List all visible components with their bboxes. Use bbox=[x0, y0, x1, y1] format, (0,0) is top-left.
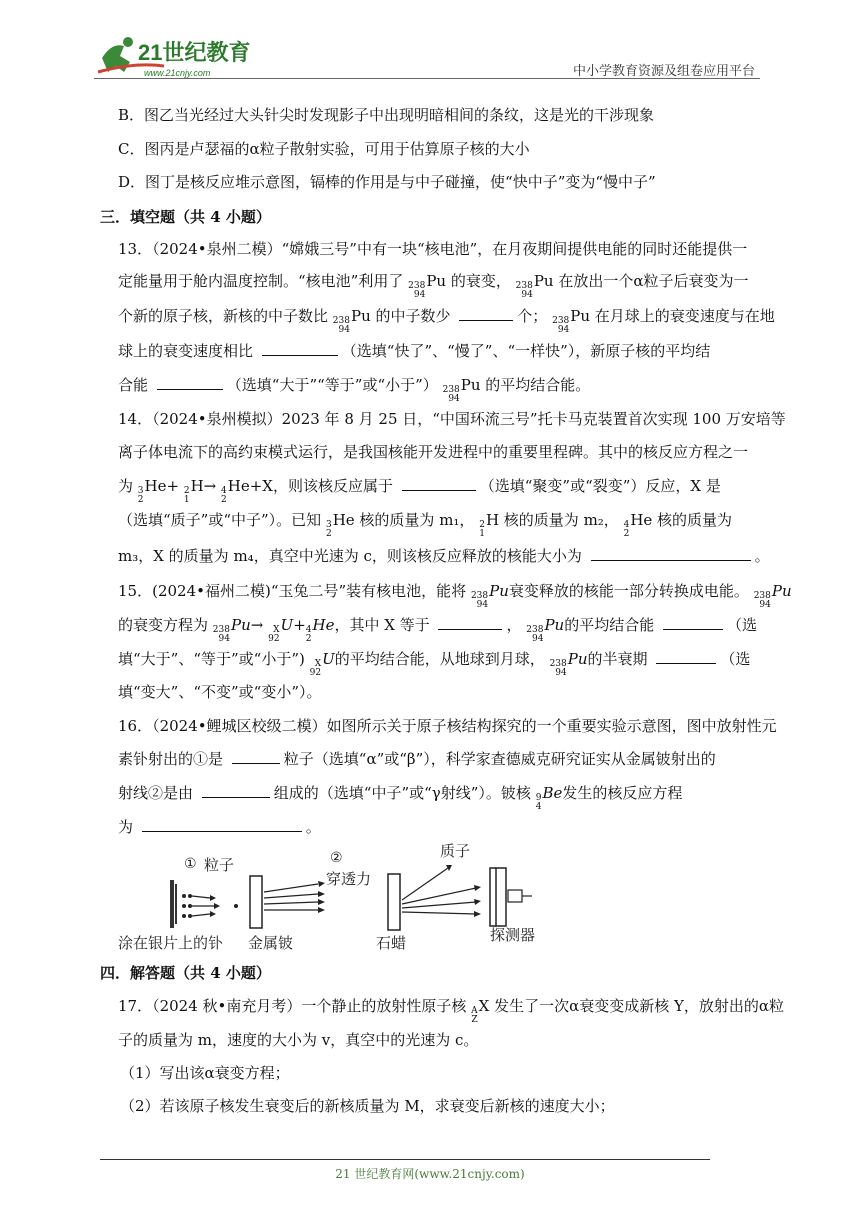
radiation-arrows bbox=[264, 884, 318, 910]
label-polonium: 涂在银片上的钋 bbox=[118, 934, 224, 952]
q17-line2: 子的质量为 m，速度的大小为 v，真空中的光速为 c。 bbox=[118, 1031, 479, 1049]
text: （选填“大于”“等于”或“小于”） bbox=[226, 376, 438, 394]
answer-blank[interactable] bbox=[591, 546, 751, 561]
text: Pu 的衰变， bbox=[426, 272, 511, 290]
text: He+X，则该核反应属于 bbox=[227, 477, 393, 495]
nuclide-x: A Z bbox=[471, 1006, 478, 1025]
q16-line3 bbox=[118, 782, 682, 812]
footer-text: 21 世纪教育网(www.21cnjy.com) bbox=[335, 1167, 525, 1181]
text: Pu 在月球上的衰变速度与在地 bbox=[570, 307, 775, 325]
nuclide-pu238: 238 94 bbox=[442, 385, 460, 404]
pu-symbol: Pu bbox=[567, 650, 588, 668]
nuclide-he4: 4 2 bbox=[623, 520, 630, 539]
answer-blank[interactable] bbox=[459, 306, 513, 321]
u-symbol: U bbox=[280, 616, 294, 634]
text: 的平均结合能，从地球到月球， bbox=[334, 650, 545, 668]
nuclide-he3: 3 2 bbox=[137, 486, 144, 505]
answer-blank[interactable] bbox=[142, 817, 302, 832]
text: 个新的原子核，新核的中子数比 bbox=[118, 307, 329, 325]
q13-line5 bbox=[118, 374, 590, 404]
label-particle: 粒子 bbox=[204, 856, 235, 874]
text: （选填“质子”或“中子”）。已知 bbox=[118, 511, 322, 529]
q15-line4: 填“变大”、“不变”或“变小”）。 bbox=[118, 683, 322, 701]
site-logo bbox=[94, 32, 264, 82]
q13-line4 bbox=[118, 340, 710, 362]
text: 的衰变方程为 bbox=[118, 616, 209, 634]
nuclide-pu238: 238 94 bbox=[753, 591, 771, 610]
q13-line1: 13．（2024•泉州二模）“嫦娥三号”中有一块“核电池”，在月夜期间提供电能的同时还能提供一 bbox=[118, 240, 748, 258]
answer-blank[interactable] bbox=[656, 649, 716, 664]
text: 的半衰期 bbox=[587, 650, 648, 668]
q14-line3 bbox=[118, 475, 721, 505]
nuclide-ux: X 92 bbox=[268, 625, 280, 644]
u-symbol: U bbox=[322, 650, 335, 668]
paraffin-block bbox=[388, 874, 400, 930]
text: 15．(2024•福州二模)“玉兔二号”装有核电池，能将 bbox=[118, 582, 467, 600]
nuclide-pu238: 238 94 bbox=[552, 316, 570, 335]
q15-line1 bbox=[118, 580, 792, 610]
text: 。 bbox=[305, 818, 321, 836]
text: 。 bbox=[754, 547, 770, 565]
text: Pu 的平均结合能。 bbox=[460, 376, 591, 394]
nuclide-he3: 3 2 bbox=[325, 520, 332, 539]
text: 球上的衰变速度相比 bbox=[118, 342, 254, 360]
beryllium-plate bbox=[250, 876, 262, 928]
q17-sub2: （2）若该原子核发生衰变后的新核质量为 M，求衰变后新核的速度大小； bbox=[120, 1097, 615, 1115]
nuclide-pu238: 238 94 bbox=[212, 625, 230, 644]
nuclide-ux: X 92 bbox=[309, 659, 322, 678]
he-symbol: He bbox=[312, 616, 335, 634]
text: 组成的（选填“中子”或“γ射线”）。铍核 bbox=[273, 784, 531, 802]
text: （选填“快了”、“慢了”、“一样快”），新原子核的平均结 bbox=[341, 342, 711, 360]
page-header bbox=[0, 0, 860, 85]
nuclide-he4: 4 2 bbox=[221, 486, 227, 505]
header-divider bbox=[94, 78, 760, 79]
text: m₃，X 的质量为 m₄，真空中光速为 c，则该核反应释放的核能大小为 bbox=[118, 547, 582, 565]
answer-blank[interactable] bbox=[262, 341, 338, 356]
footer-divider bbox=[100, 1159, 710, 1160]
q13-line2 bbox=[118, 270, 748, 300]
nuclide-h2: 2 1 bbox=[183, 486, 190, 505]
text: 为 bbox=[118, 818, 134, 836]
label-detector: 探测器 bbox=[490, 926, 536, 944]
nuclide-pu238: 238 94 bbox=[526, 625, 544, 644]
nuclide-pu238: 238 94 bbox=[515, 281, 533, 300]
answer-blank[interactable] bbox=[232, 749, 280, 764]
logo-url-text: www.21cnjy.com bbox=[144, 68, 211, 78]
text: （选填“聚变”或“裂变”）反应，X 是 bbox=[479, 477, 721, 495]
option-b: B．图乙当光经过大头针尖时发现影子中出现明暗相间的条纹，这是光的干涉现象 bbox=[118, 106, 655, 124]
pu-symbol: Pu bbox=[544, 616, 565, 634]
text: H 核的质量为 m₂， bbox=[485, 511, 619, 529]
experiment-diagram bbox=[118, 840, 548, 958]
nuclide-pu238: 238 94 bbox=[470, 591, 489, 610]
q15-line2: 的衰变方程为 238 94 Pu→ X 92 U+ 4 2 He，其中 X 等于 ， 238 94 Pu的平均结合能 （选 bbox=[118, 616, 758, 644]
label-beryllium: 金属铍 bbox=[248, 934, 294, 952]
nuclide-h2: 2 1 bbox=[479, 520, 485, 539]
text: Pu 在放出一个α粒子后衰变为一 bbox=[533, 272, 749, 290]
pu-symbol: Pu bbox=[230, 616, 251, 634]
answer-blank[interactable] bbox=[438, 615, 502, 630]
q16-line2 bbox=[118, 748, 716, 770]
text: 个； bbox=[517, 307, 548, 325]
text: He+ bbox=[144, 477, 180, 495]
q16-line1: 16．（2024•鲤城区校级二模）如图所示关于原子核结构探究的一个重要实验示意图，图中放射性元 bbox=[118, 717, 777, 735]
answer-blank[interactable] bbox=[157, 375, 223, 390]
text: 填“大于”、“等于”或“小于”) bbox=[118, 650, 305, 668]
nuclide-he4: 4 2 bbox=[305, 625, 312, 644]
label-proton: 质子 bbox=[440, 842, 471, 860]
pu-symbol: Pu bbox=[489, 582, 509, 600]
text: 合能 bbox=[118, 376, 149, 394]
q17-sub1: （1）写出该α衰变方程； bbox=[120, 1064, 290, 1082]
text: 为 bbox=[118, 477, 134, 495]
q14-line2: 离子体电流下的高约束模式运行，是我国核能开发进程中的重要里程碑。其中的核反应方程之一 bbox=[118, 443, 749, 461]
text: 发生的核反应方程 bbox=[562, 784, 683, 802]
text: 素钋射出的①是 bbox=[118, 750, 224, 768]
answer-blank[interactable] bbox=[202, 783, 270, 798]
text: X 发生了一次α衰变变成新核 Y，放射出的α粒 bbox=[478, 997, 785, 1015]
q16-line4 bbox=[118, 816, 321, 838]
text: 衰变释放的核能一部分转换成电能。 bbox=[508, 582, 749, 600]
text: 17．（2024 秋•南充月考）一个静止的放射性原子核 bbox=[118, 997, 467, 1015]
label-penetration: 穿透力 bbox=[326, 870, 372, 888]
text: 射线②是由 bbox=[118, 784, 194, 802]
text: H→ bbox=[190, 477, 217, 495]
text: ， bbox=[506, 616, 522, 634]
text: He 核的质量为 bbox=[630, 511, 733, 529]
answer-blank[interactable] bbox=[402, 476, 476, 491]
label-1: ① bbox=[184, 856, 197, 872]
q13-line3 bbox=[118, 305, 775, 335]
platform-name: 中小学教育资源及组卷应用平台 bbox=[572, 64, 755, 79]
q14-line1: 14．（2024•泉州模拟）2023 年 8 月 25 日，“中国环流三号”托卡马克装置首次实现 100 万安培等 bbox=[118, 410, 786, 428]
text: 粒子（选填“α”或“β”），科学家查德威克研究证实从金属铍射出的 bbox=[283, 750, 716, 768]
section-fill-in-title: 三．填空题（共 4 小题） bbox=[100, 208, 271, 226]
option-d: D．图丁是核反应堆示意图，镉棒的作用是与中子碰撞，使“快中子”变为“慢中子” bbox=[118, 173, 656, 191]
text: Pu 的中子数少 bbox=[350, 307, 451, 325]
pu-symbol: Pu bbox=[771, 582, 792, 600]
label-2: ② bbox=[330, 850, 343, 866]
label-paraffin: 石蜡 bbox=[376, 934, 407, 952]
q17-line1 bbox=[118, 995, 784, 1025]
detector-bracket bbox=[490, 868, 496, 926]
nuclide-pu238: 238 94 bbox=[408, 281, 426, 300]
text: 的平均结合能 bbox=[564, 616, 655, 634]
nuclide-pu238: 238 94 bbox=[549, 659, 567, 678]
text: 定能量用于舱内温度控制。“核电池”利用了 bbox=[118, 272, 404, 290]
text: （选 bbox=[720, 650, 751, 668]
section-answer-title: 四．解答题（共 4 小题） bbox=[100, 964, 271, 982]
text: He 核的质量为 m₁， bbox=[332, 511, 475, 529]
nuclide-pu238: 238 94 bbox=[332, 316, 350, 335]
proton-arrows bbox=[402, 868, 476, 914]
detector bbox=[496, 868, 506, 926]
text: ，其中 X 等于 bbox=[334, 616, 430, 634]
option-c: C．图丙是卢瑟福的α粒子散射实验，可用于估算原子核的大小 bbox=[118, 140, 530, 158]
q14-line4 bbox=[118, 509, 732, 539]
q15-line3 bbox=[118, 648, 750, 678]
nuclide-be9: 9 4 bbox=[535, 793, 542, 812]
answer-blank[interactable] bbox=[663, 615, 723, 630]
logo-main-text: 21世纪教育 bbox=[138, 40, 251, 65]
text: （选 bbox=[727, 616, 758, 634]
polonium-plate bbox=[170, 880, 174, 928]
q14-line5 bbox=[118, 545, 770, 567]
be-symbol: Be bbox=[542, 784, 563, 802]
